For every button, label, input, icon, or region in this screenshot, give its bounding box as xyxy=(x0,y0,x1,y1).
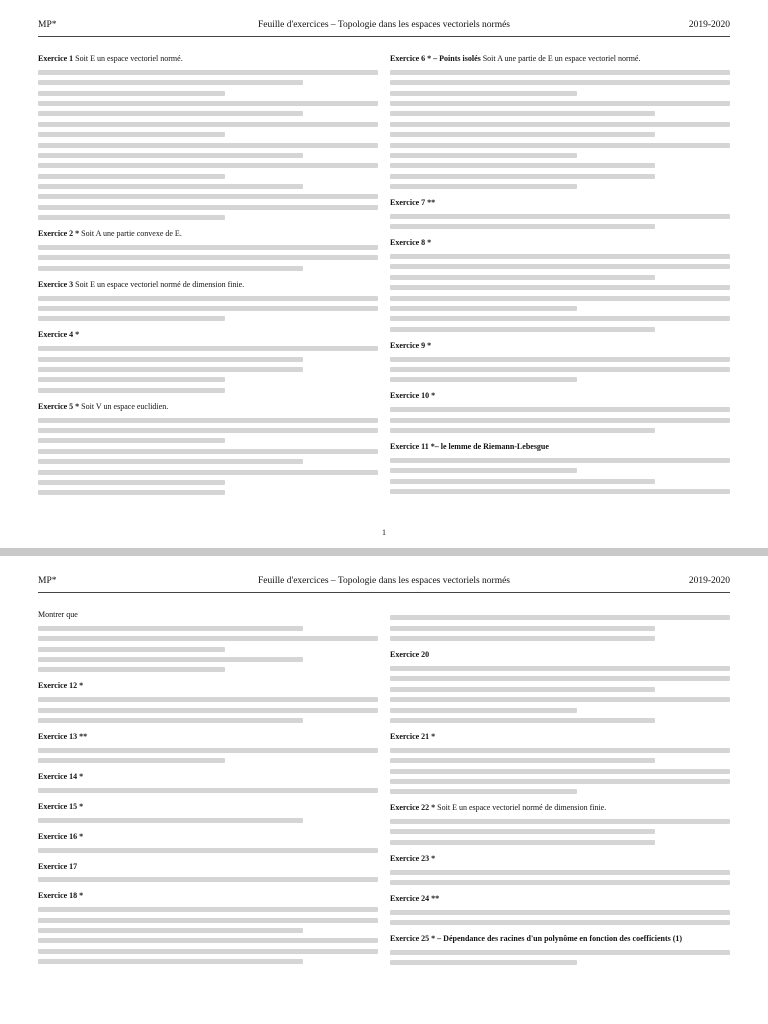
exercise-text: Soit E un espace vectoriel normé de dimension finie. xyxy=(437,803,607,813)
header-year: 2019-2020 xyxy=(688,20,730,30)
exercise-text: Soit A une partie convexe de E. xyxy=(81,229,182,239)
exercise-heading: Exercice 25 * – Dépendance des racines d'un polynôme en fonction des coefficients (1) xyxy=(390,934,683,944)
exercise-block xyxy=(38,732,378,763)
exercise-block xyxy=(38,832,378,853)
exercise-block xyxy=(38,54,378,220)
exercise-block xyxy=(390,894,730,925)
exercise-text: Soit E un espace vectoriel normé de dimension finie. xyxy=(75,279,245,289)
header-title: Feuille d'exercices – Topologie dans les espaces vectoriels normés xyxy=(257,576,510,586)
exercise-heading: Exercice 3 xyxy=(38,279,74,289)
header-left: MP* xyxy=(38,20,57,30)
exercise-heading: Exercice 23 * xyxy=(390,853,436,863)
page-header xyxy=(38,20,730,37)
page-2 xyxy=(0,556,768,1024)
page1-right-column xyxy=(390,54,730,503)
exercise-text: Soit E un espace vectoriel normé. xyxy=(75,54,183,63)
exercise-heading: Exercice 11 *– le lemme de Riemann-Lebesgue xyxy=(390,441,549,451)
exercise-block xyxy=(390,934,730,965)
exercise-block xyxy=(38,891,378,964)
page1-left-column xyxy=(38,54,378,504)
exercise-heading: Exercice 17 xyxy=(38,861,78,871)
exercise-block xyxy=(38,772,378,793)
exercise-block xyxy=(390,54,730,189)
page-header xyxy=(38,576,730,593)
exercise-block xyxy=(390,198,730,229)
exercise-text: Montrer que xyxy=(38,610,78,619)
exercise-heading: Exercice 4 * xyxy=(38,330,80,340)
exercise-block xyxy=(390,615,730,641)
exercise-block xyxy=(390,238,730,332)
exercise-block xyxy=(38,280,378,322)
exercise-block xyxy=(390,442,730,494)
exercise-heading: Exercice 5 * xyxy=(38,401,80,411)
exercise-heading: Exercice 8 * xyxy=(390,238,432,248)
exercise-heading: Exercice 18 * xyxy=(38,891,84,901)
exercise-block xyxy=(390,650,730,723)
header-left: MP* xyxy=(38,576,57,586)
exercise-block xyxy=(390,803,730,845)
exercise-block xyxy=(390,391,730,433)
header-title: Feuille d'exercices – Topologie dans les espaces vectoriels normés xyxy=(257,20,510,30)
exercise-text: Soit V un espace euclidien. xyxy=(81,401,169,411)
header-year: 2019-2020 xyxy=(688,576,730,586)
exercise-block xyxy=(38,802,378,823)
exercise-heading: Exercice 7 ** xyxy=(390,198,436,208)
exercise-heading: Exercice 1 xyxy=(38,54,74,63)
exercise-heading: Exercice 14 * xyxy=(38,772,84,782)
exercise-block xyxy=(390,732,730,794)
exercise-heading: Exercice 21 * xyxy=(390,731,436,741)
exercise-heading: Exercice 10 * xyxy=(390,391,436,401)
exercise-heading: Exercice 2 * xyxy=(38,229,80,239)
exercise-heading: Exercice 9 * xyxy=(390,340,432,350)
exercise-block xyxy=(38,681,378,723)
exercise-heading: Exercice 6 * – Points isolés xyxy=(390,54,481,63)
exercise-block xyxy=(38,229,378,271)
exercise-text: Soit A une partie de E un espace vectoriel normé. xyxy=(482,54,641,63)
exercise-heading: Exercice 20 xyxy=(390,650,430,660)
exercise-block xyxy=(38,610,378,672)
exercise-heading: Exercice 15 * xyxy=(38,801,84,811)
exercise-block xyxy=(38,402,378,496)
exercise-heading: Exercice 12 * xyxy=(38,681,84,691)
page2-right-column xyxy=(390,610,730,974)
exercise-block xyxy=(390,854,730,885)
page2-left-column xyxy=(38,610,378,973)
exercise-heading: Exercice 16 * xyxy=(38,831,84,841)
page-number: 1 xyxy=(382,528,386,537)
exercise-heading: Exercice 24 ** xyxy=(390,894,440,904)
exercise-heading: Exercice 13 ** xyxy=(38,731,88,741)
exercise-heading: Exercice 22 * xyxy=(390,803,436,813)
exercise-block xyxy=(38,330,378,392)
exercise-block xyxy=(38,862,378,883)
exercise-block xyxy=(390,341,730,383)
